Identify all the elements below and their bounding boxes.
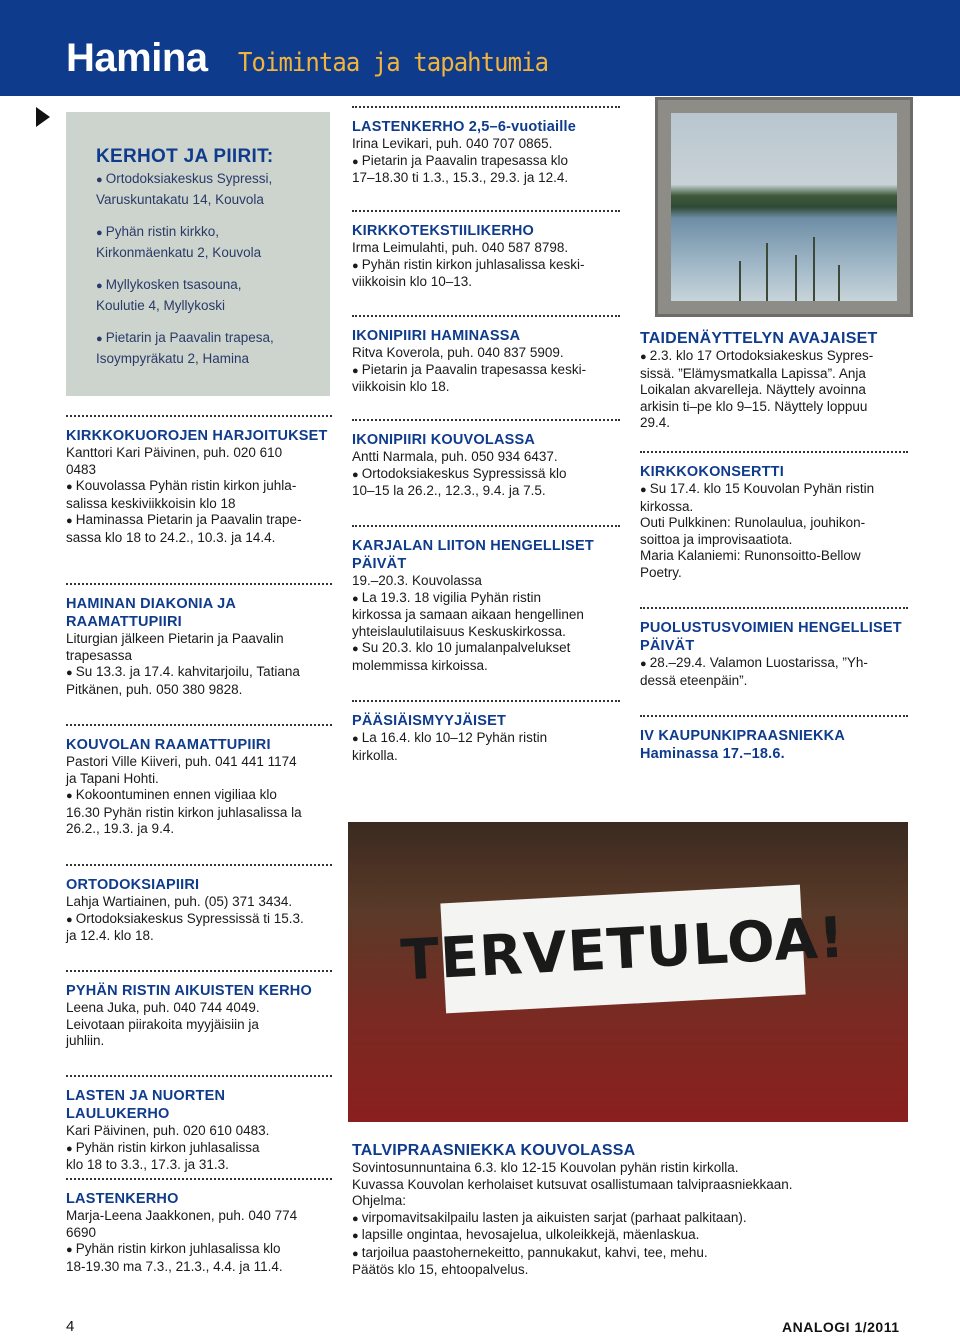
section-line: Kuvassa Kouvolan kerholaiset kutsuvat osallistumaan talvipraasniekkaan. xyxy=(352,1176,793,1192)
section-line: Liturgian jälkeen Pietarin ja Paavalin xyxy=(66,631,284,646)
section-line: yhteislaulutilaisuus Keskuskirkossa. xyxy=(352,623,566,639)
section-kirkkotekstiili xyxy=(352,210,620,291)
section-line: 26.2., 19.3. ja 9.4. xyxy=(66,821,175,836)
section-title: TAIDENÄYTTELYN AVAJAISET xyxy=(640,330,878,347)
section-line: klo 18 to 3.3., 17.3. ja 31.3. xyxy=(66,1157,229,1172)
section-line: ● Haminassa Pietarin ja Paavalin trape- xyxy=(66,512,332,530)
reed-mark xyxy=(766,243,768,301)
section-line: ja 12.4. klo 18. xyxy=(66,928,154,943)
section-line: 19.–20.3. Kouvolassa xyxy=(352,573,482,588)
section-line: Marja-Leena Jaakkonen, puh. 040 774 xyxy=(66,1208,298,1223)
section-line: 0483 xyxy=(66,461,97,477)
section-puolustusvoimat xyxy=(640,607,908,689)
arrow-right-icon xyxy=(36,107,50,127)
section-title: KIRKKOTEKSTIILIKERHO xyxy=(352,223,535,239)
section-title: KIRKKOKONSERTTI xyxy=(640,464,784,480)
section-lastenkerho xyxy=(66,1178,332,1275)
divider xyxy=(66,864,332,866)
children-photo xyxy=(348,822,908,1122)
page-title: Hamina xyxy=(66,36,208,80)
section-kaupunkipraasniekka xyxy=(640,715,908,763)
section-line: kirkossa. xyxy=(640,498,694,514)
page-number: 4 xyxy=(66,1318,75,1335)
location-line: Isoympyräkatu 2, Hamina xyxy=(96,351,250,366)
section-line: Ritva Koverola, puh. 040 837 5909. xyxy=(352,345,564,360)
section-line: 29.4. xyxy=(640,415,671,430)
section-title: TALVIPRAASNIEKKA KOUVOLASSA xyxy=(352,1142,636,1159)
section-line: ● Pyhän ristin kirkon juhlasalissa keski- xyxy=(352,257,620,275)
section-paasiaismyyjaiset xyxy=(352,700,620,764)
section-line: Päätös klo 15, ehtoopalvelus. xyxy=(352,1262,529,1277)
section-title: IV KAUPUNKIPRAASNIEKKA xyxy=(640,728,845,744)
section-line: Loikalan akvarelleja. Näyttely avoinna xyxy=(640,382,866,397)
section-line: Ohjelma: xyxy=(352,1193,407,1208)
section-line: ● Su 20.3. klo 10 jumalanpalvelukset xyxy=(352,640,620,658)
section-line: viikkoisin klo 10–13. xyxy=(352,274,473,289)
section-line: ● La 16.4. klo 10–12 Pyhän ristin xyxy=(352,730,620,748)
section-title: LASTENKERHO xyxy=(66,1191,179,1207)
location-line: ● Ortodoksiakeskus Sypressi, xyxy=(96,170,330,189)
section-ikonipiiri-hamina xyxy=(352,315,620,396)
section-line: Leena Juka, puh. 040 744 4049. xyxy=(66,1000,260,1015)
location-line: Varuskuntakatu 14, Kouvola xyxy=(96,192,264,207)
section-line: 10–15 la 26.2., 12.3., 9.4. ja 7.5. xyxy=(352,483,546,498)
section-ikonipiiri-kouvola xyxy=(352,419,620,500)
section-title: IKONIPIIRI KOUVOLASSA xyxy=(352,432,536,448)
section-line: ● Kouvolassa Pyhän ristin kirkon juhla- xyxy=(66,478,332,496)
painting-image xyxy=(655,97,913,317)
section-line: Pastori Ville Kiiveri, puh. 041 441 1174 xyxy=(66,754,297,769)
section-title: PUOLUSTUSVOIMIEN HENGELLISET xyxy=(640,620,902,636)
section-title: IKONIPIIRI HAMINASSA xyxy=(352,328,521,344)
section-title: PÄÄSIÄISMYYJÄISET xyxy=(352,713,507,729)
section-title: LASTENKERHO 2,5–6-vuotiaille xyxy=(352,119,576,135)
section-talvipraasniekka xyxy=(352,1142,912,1279)
divider xyxy=(66,970,332,972)
location-line: ● Pyhän ristin kirkko, xyxy=(96,223,330,242)
section-line: Irma Leimulahti, puh. 040 587 8798. xyxy=(352,240,569,255)
section-taidenayttely xyxy=(640,330,908,432)
banner-text: TERVETULOA! xyxy=(399,904,847,994)
divider xyxy=(66,724,332,726)
welcome-banner xyxy=(399,885,847,1014)
header-bar xyxy=(0,0,960,96)
section-line: viikkoisin klo 18. xyxy=(352,379,450,394)
page-subtitle: Toimintaa ja tapahtumia xyxy=(238,48,549,78)
section-line: kirkossa ja samaan aikaan hengellinen xyxy=(352,607,584,622)
section-line: ● Ortodoksiakeskus Sypressissä klo xyxy=(352,466,620,484)
section-title: HAMINAN DIAKONIA JA xyxy=(66,596,237,612)
section-kouvola-raamattupiiri xyxy=(66,724,332,838)
location-line: Kirkonmäenkatu 2, Kouvola xyxy=(96,245,262,260)
divider xyxy=(352,419,620,421)
section-line: ● Pyhän ristin kirkon juhlasalissa klo xyxy=(66,1241,332,1259)
section-line: juhliin. xyxy=(66,1033,105,1048)
magazine-issue: ANALOGI 1/2011 xyxy=(782,1319,900,1335)
divider xyxy=(352,700,620,702)
reed-mark xyxy=(795,255,797,301)
section-line: kirkolla. xyxy=(352,747,398,763)
divider xyxy=(352,525,620,527)
divider xyxy=(640,451,908,453)
section-line: trapesassa xyxy=(66,647,133,663)
section-kirkkokonsertti xyxy=(640,451,908,581)
section-ortodoksiapiiri xyxy=(66,864,332,945)
section-title: KARJALAN LIITON HENGELLISET xyxy=(352,538,594,554)
divider xyxy=(66,1075,332,1077)
section-line: Kari Päivinen, puh. 020 610 0483. xyxy=(66,1123,270,1138)
section-line: Lahja Wartiainen, puh. (05) 371 3434. xyxy=(66,894,293,909)
section-line: ● Ortodoksiakeskus Sypressissä ti 15.3. xyxy=(66,911,332,929)
section-title: KIRKKOKUOROJEN HARJOITUKSET xyxy=(66,428,328,444)
section-line: ● Su 17.4. klo 15 Kouvolan Pyhän ristin xyxy=(640,481,908,499)
section-line: Outi Pulkkinen: Runolaulua, jouhikon- xyxy=(640,515,866,530)
section-line: ● 2.3. klo 17 Ortodoksiakeskus Sypres- xyxy=(640,348,908,366)
location-line: Koulutie 4, Myllykoski xyxy=(96,298,226,313)
reed-mark xyxy=(838,265,840,301)
section-aikuisten-kerho xyxy=(66,970,332,1050)
divider xyxy=(352,315,620,317)
section-title: LASTEN JA NUORTEN LAULUKERHO xyxy=(66,1088,226,1122)
section-line: molemmissa kirkoissa. xyxy=(352,657,488,673)
section-line: ● Su 13.3. ja 17.4. kahvitarjoilu, Tatiana xyxy=(66,664,332,682)
section-line: ● tarjoilua paastohernekeitto, pannukakut, kahvi, tee, mehu. xyxy=(352,1245,912,1263)
section-line: ● Pyhän ristin kirkon juhlasalissa xyxy=(66,1140,332,1158)
clubs-title: KERHOT JA PIIRIT: xyxy=(96,146,274,167)
section-line: Kanttori Kari Päivinen, puh. 020 610 xyxy=(66,445,283,460)
section-title: ORTODOKSIAPIIRI xyxy=(66,877,200,893)
section-line: ● virpomavitsakilpailu lasten ja aikuisten sarjat (parhaat palkitaan). xyxy=(352,1210,912,1228)
section-title: PÄIVÄT xyxy=(640,638,695,654)
section-kirkkokuorot xyxy=(66,415,332,546)
divider xyxy=(352,106,620,108)
divider xyxy=(66,415,332,417)
section-line: sissä. ”Elämysmatkalla Lapissa”. Anja xyxy=(640,365,866,381)
section-line: 17–18.30 ti 1.3., 15.3., 29.3. ja 12.4. xyxy=(352,170,569,185)
section-line: ● 28.–29.4. Valamon Luostarissa, ”Yh- xyxy=(640,655,908,673)
divider xyxy=(640,715,908,717)
section-line: Leivotaan piirakoita myyjäisiin ja xyxy=(66,1016,259,1032)
section-line: salissa keskiviikkoisin klo 18 xyxy=(66,495,236,511)
section-title: PYHÄN RISTIN AIKUISTEN KERHO xyxy=(66,983,312,999)
section-karjalan-liitto xyxy=(352,525,620,674)
divider xyxy=(352,210,620,212)
clubs-location-box xyxy=(66,112,330,396)
section-line: 18-19.30 ma 7.3., 21.3., 4.4. ja 11.4. xyxy=(66,1258,283,1274)
section-line: Poetry. xyxy=(640,564,682,580)
lake-landscape-image xyxy=(671,113,897,301)
section-line: ● La 19.3. 18 vigilia Pyhän ristin xyxy=(352,590,620,608)
section-line: Sovintosunnuntaina 6.3. klo 12-15 Kouvolan pyhän ristin kirkolla. xyxy=(352,1160,739,1175)
section-line: ● lapsille ongintaa, hevosajelua, ulkoleikkejä, mäenlaskua. xyxy=(352,1227,912,1245)
section-line: Irina Levikari, puh. 040 707 0865. xyxy=(352,136,553,151)
section-line: dessä eteenpäin”. xyxy=(640,672,748,688)
section-subtitle: Haminassa 17.–18.6. xyxy=(640,746,785,762)
section-title: RAAMATTUPIIRI xyxy=(66,614,182,630)
section-lastenkerho-pienet xyxy=(352,106,620,187)
section-line: ● Kokoontuminen ennen vigiliaa klo xyxy=(66,787,332,805)
section-line: soittoa ja improvisaatiota. xyxy=(640,531,793,547)
section-line: sassa klo 18 to 24.2., 10.3. ja 14.4. xyxy=(66,529,276,545)
section-title: KOUVOLAN RAAMATTUPIIRI xyxy=(66,737,271,753)
section-line: Pitkänen, puh. 050 380 9828. xyxy=(66,681,243,697)
section-laulukerho xyxy=(66,1075,332,1174)
reed-mark xyxy=(739,261,741,301)
section-line: arkisin ti–pe klo 9–15. Näyttely loppuu xyxy=(640,398,868,414)
section-line: Maria Kalaniemi: Runonsoitto-Bellow xyxy=(640,548,861,563)
divider xyxy=(640,607,908,609)
section-line: Antti Narmala, puh. 050 934 6437. xyxy=(352,449,558,464)
divider xyxy=(66,1178,332,1180)
section-line: ja Tapani Hohti. xyxy=(66,770,159,786)
section-line: ● Pietarin ja Paavalin trapesassa klo xyxy=(352,153,620,171)
location-line: ● Myllykosken tsasouna, xyxy=(96,276,330,295)
section-line: 6690 xyxy=(66,1224,97,1240)
section-line: ● Pietarin ja Paavalin trapesassa keski- xyxy=(352,362,620,380)
section-diakonia xyxy=(66,583,332,698)
divider xyxy=(66,583,332,585)
section-line: 16.30 Pyhän ristin kirkon juhlasalissa la xyxy=(66,804,302,820)
section-title: PÄIVÄT xyxy=(352,556,407,572)
location-line: ● Pietarin ja Paavalin trapesa, xyxy=(96,329,330,348)
reed-mark xyxy=(813,237,815,301)
